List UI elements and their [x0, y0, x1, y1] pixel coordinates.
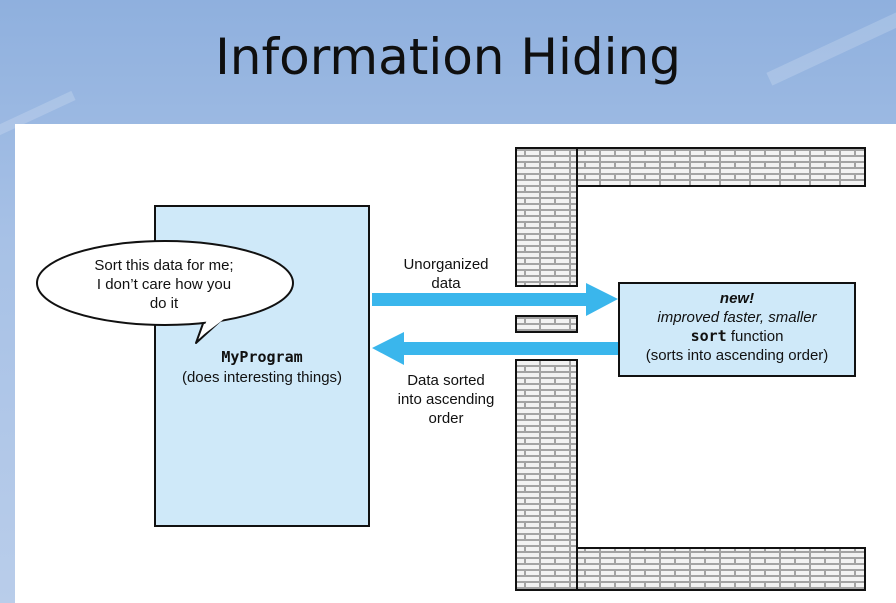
program-description: (does interesting things) [181, 369, 343, 386]
function-name-code: sort [690, 327, 727, 345]
speech-bubble-text [62, 256, 266, 313]
speech-line: do it [149, 295, 179, 312]
sort-function-box [618, 282, 856, 377]
function-description: (sorts into ascending order) [645, 347, 829, 364]
request-arrow-label [376, 255, 516, 293]
response-label-line: order [428, 410, 464, 427]
program-name: MyProgram [221, 348, 303, 366]
request-label-line: Unorganized [403, 256, 489, 273]
speech-line: Sort this data for me; [94, 257, 234, 274]
function-name-text: function [726, 328, 784, 345]
response-label-line: into ascending [397, 391, 495, 408]
slide-title: Information Hiding [215, 28, 681, 86]
response-arrow-label [376, 371, 516, 428]
request-label-line: data [431, 275, 461, 292]
function-name-line [620, 327, 854, 346]
function-tagline: improved faster, smaller [657, 309, 817, 326]
new-badge: new! [719, 290, 755, 307]
response-label-line: Data sorted [407, 372, 485, 389]
speech-line: I don’t care how you [96, 276, 232, 293]
